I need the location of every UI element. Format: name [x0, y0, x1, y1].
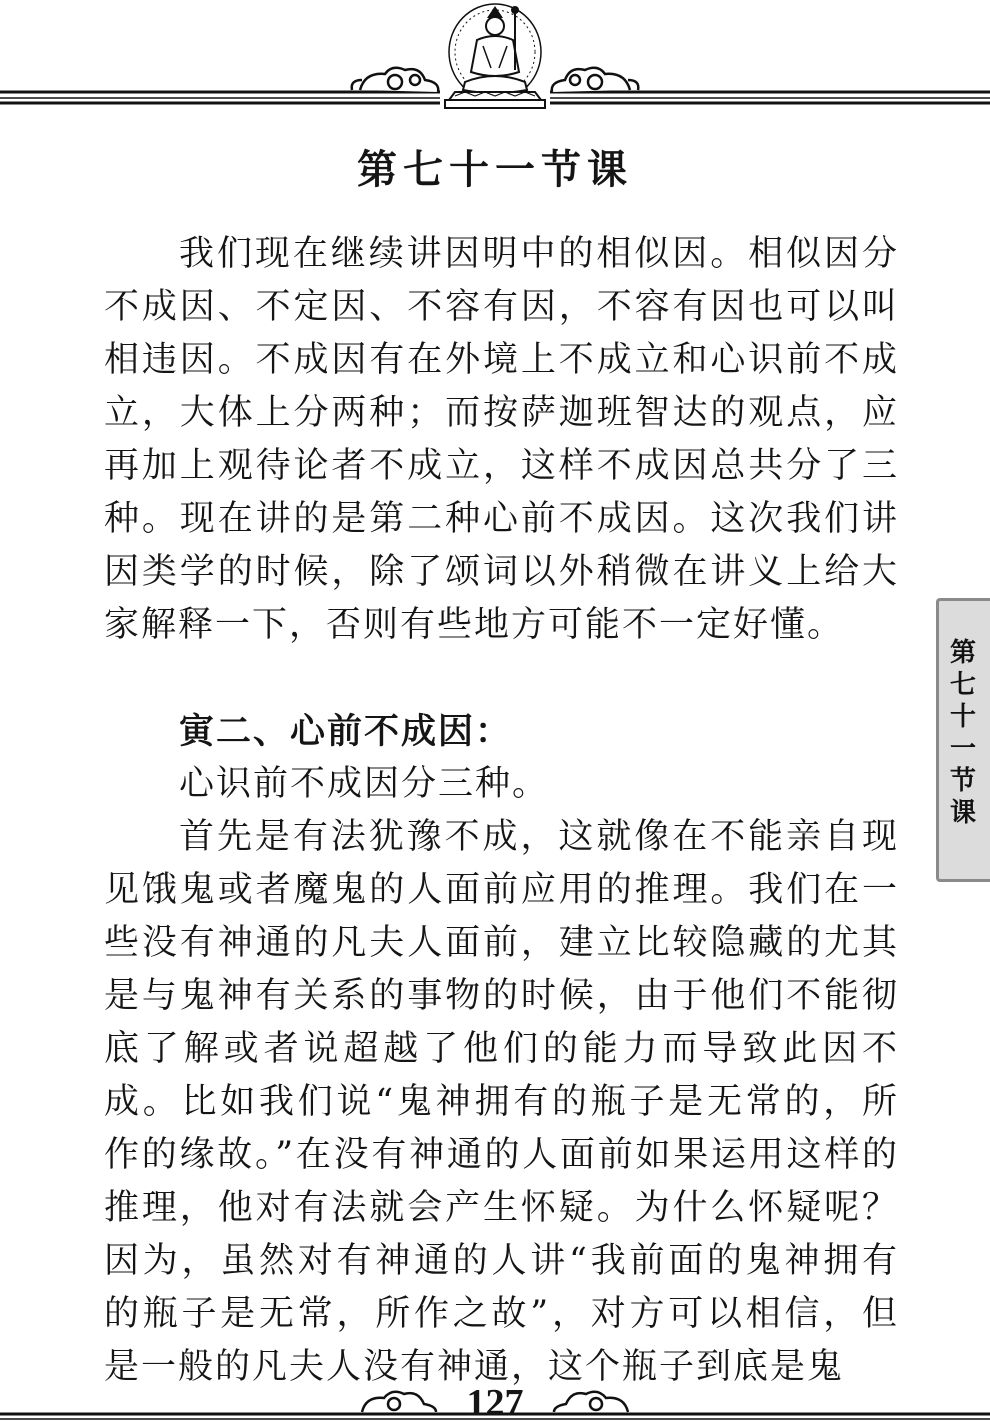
- body-text: [104, 228, 899, 1394]
- section-heading: 寅二、心前不成因：: [179, 711, 513, 752]
- page-title: 第七十一节课: [357, 146, 633, 193]
- page-number: 127: [466, 1382, 524, 1424]
- paragraph: 我们现在继续讲因明中的相似因。相似因分不成因、不定因、不容有因，不容有因也可以叫相违因。不成因有在外境上不成立和心识前不成立，大体上分两种；而按萨迦班智达的观点，应再加上观待论者不成立，这样不成因总共分了三种。现在讲的是第二种心前不成因。这次我们讲因类学的时候，除了颂词以外稍微在讲义上给大家解释一下，否则有些地方可能不一定好懂。: [104, 234, 899, 645]
- side-tab-label: 第七十一节课: [949, 638, 976, 828]
- page-header: [0, 0, 990, 112]
- chapter-side-tab: [936, 598, 990, 882]
- paragraph: 首先是有法犹豫不成，这就像在不能亲自现见饿鬼或者魔鬼的人面前应用的推理。我们在一些没有神通的凡夫人面前，建立比较隐藏的尤其是与鬼神有关系的事物的时候，由于他们不能彻底了解或者说超越了他们的能力而导致此因不成。比如我们说“鬼神拥有的瓶子是无常的，所作的缘故。”在没有神通的人面前如果运用这样的推理，他对有法就会产生怀疑。为什么怀疑呢？因为，虽然对有神通的人讲“我前面的鬼神拥有的瓶子是无常，所作之故”，对方可以相信，但是一般的凡夫人没有神通，这个瓶子到底是鬼: [104, 817, 899, 1387]
- paragraph: 心识前不成因分三种。: [179, 764, 550, 804]
- seated-deity-emblem: [435, 0, 555, 112]
